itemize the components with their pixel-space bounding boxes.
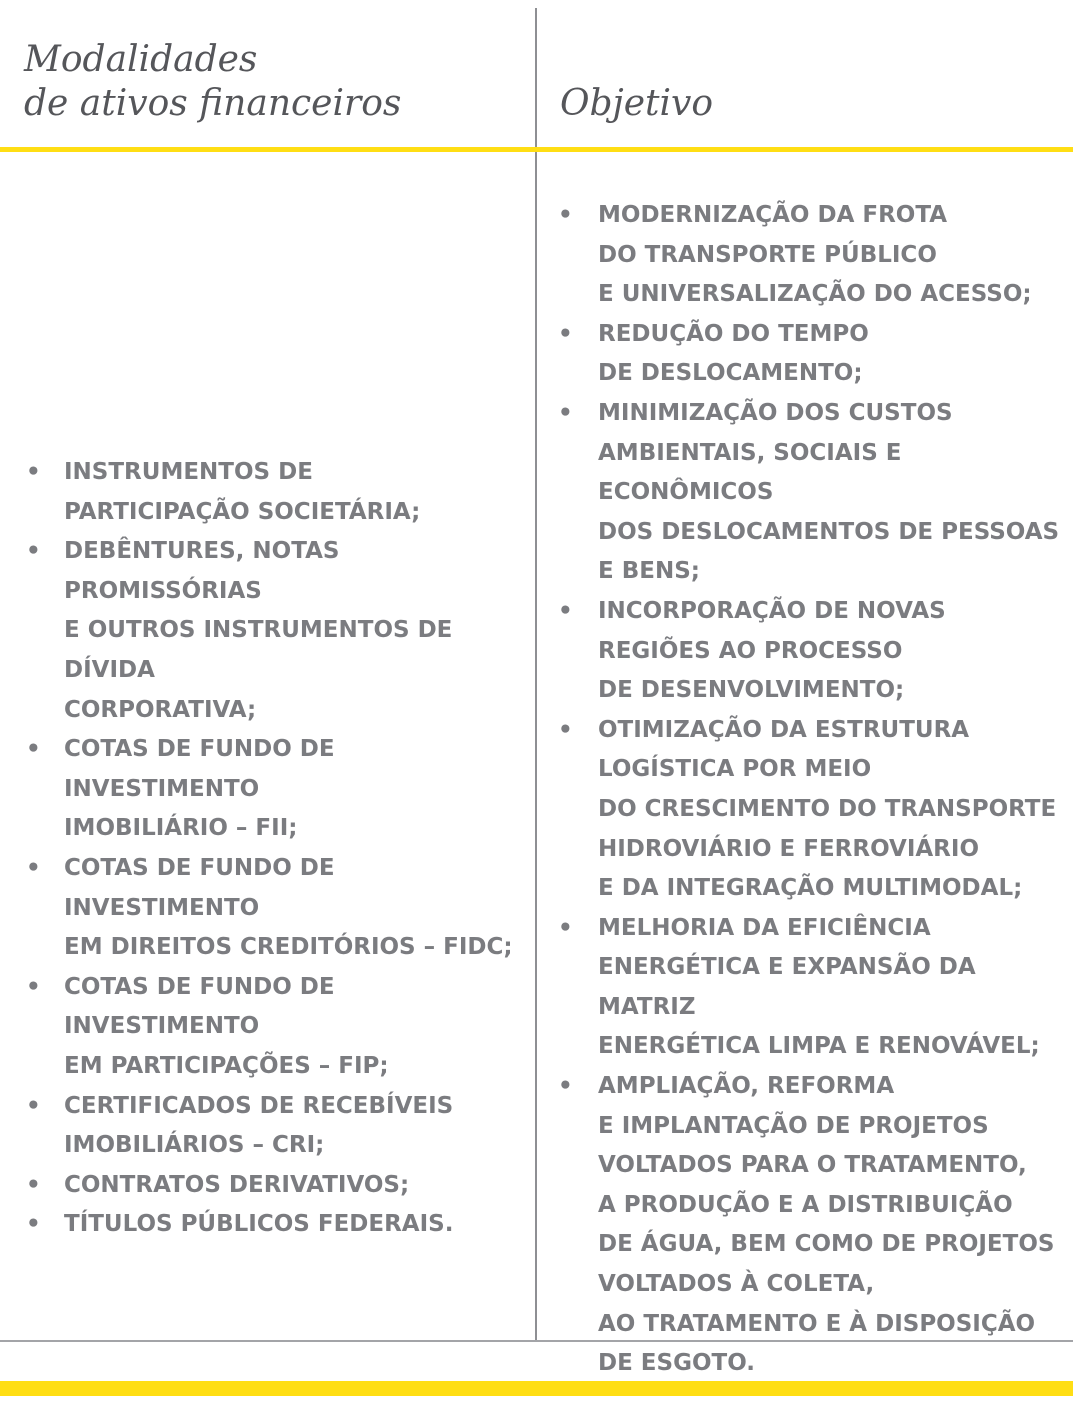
list-item [558, 394, 1068, 592]
bullet-icon: • [26, 1211, 41, 1238]
column-divider [535, 8, 537, 1342]
list-item [26, 730, 524, 849]
bullet-icon: • [26, 854, 41, 881]
bullet-icon: • [558, 320, 573, 347]
list-item-text: INSTRUMENTOS DE PARTICIPAÇÃO SOCIETÁRIA; [64, 459, 421, 525]
list-item-text: OTIMIZAÇÃO DA ESTRUTURA LOGÍSTICA POR MEIO DO CRESCIMENTO DO TRANSPORTE HIDROVIÁRIO E FERROVIÁRIO E DA INTEGRAÇÃO MULTIMODAL; [598, 716, 1057, 902]
list-item [26, 453, 524, 532]
list-item [558, 711, 1068, 909]
list-item-text: REDUÇÃO DO TEMPO DE DESLOCAMENTO; [598, 320, 869, 387]
list-item-text: COTAS DE FUNDO DE INVESTIMENTO EM DIREITOS CREDITÓRIOS – FIDC; [64, 854, 513, 961]
bullet-icon: • [26, 538, 41, 565]
list-item-text: COTAS DE FUNDO DE INVESTIMENTO EM PARTICIPAÇÕES – FIP; [64, 973, 389, 1079]
list-item [26, 968, 524, 1087]
list-item-text: MELHORIA DA EFICIÊNCIA ENERGÉTICA E EXPANSÃO DA MATRIZ ENERGÉTICA LIMPA E RENOVÁVEL; [598, 914, 1040, 1060]
bullet-icon: • [26, 973, 41, 1000]
list-item [558, 592, 1068, 711]
list-item [558, 196, 1068, 315]
list-item-text: MODERNIZAÇÃO DA FROTA DO TRANSPORTE PÚBLICO E UNIVERSALIZAÇÃO DO ACESSO; [598, 202, 1032, 308]
list-item [26, 1087, 524, 1166]
list-item [26, 1205, 524, 1245]
bullet-icon: • [26, 736, 41, 763]
list-item-text: AMPLIAÇÃO, REFORMA E IMPLANTAÇÃO DE PROJETOS VOLTADOS PARA O TRATAMENTO, A PRODUÇÃO E A DISTRIBUIÇÃO DE ÁGUA, BEM COMO DE PROJETOS VOLTADOS À COLETA, AO TRATAMENTO E À DISPOSIÇÃO DE ESGOTO. [598, 1073, 1055, 1377]
list-item-text: CERTIFICADOS DE RECEBÍVEIS IMOBILIÁRIOS – CRI; [64, 1092, 454, 1159]
bullet-icon: • [558, 597, 573, 624]
list-item [558, 1067, 1068, 1384]
header-modalidades-line1: Modalidades [24, 39, 258, 80]
list-item [26, 1166, 524, 1206]
bullet-icon: • [558, 716, 573, 743]
bullet-icon: • [26, 1171, 41, 1198]
bullet-icon: • [558, 914, 573, 941]
header-objetivo: Objetivo [560, 83, 714, 124]
bullet-icon: • [558, 1073, 573, 1100]
right-bullet-list [558, 196, 1068, 1384]
list-item-text: MINIMIZAÇÃO DOS CUSTOS AMBIENTAIS, SOCIAIS E ECONÔMICOS DOS DESLOCAMENTOS DE PESSOAS E BENS; [598, 399, 1060, 585]
list-item [26, 532, 524, 730]
list-item-text: DEBÊNTURES, NOTAS PROMISSÓRIAS E OUTROS INSTRUMENTOS DE DÍVIDA CORPORATIVA; [64, 538, 453, 723]
footer-yellow-bar [0, 1381, 1073, 1396]
left-bullet-list [26, 453, 524, 1245]
list-item [26, 849, 524, 968]
bottom-rule [0, 1340, 1073, 1342]
list-item-text: INCORPORAÇÃO DE NOVAS REGIÕES AO PROCESSO DE DESENVOLVIMENTO; [598, 597, 946, 704]
bullet-icon: • [558, 202, 573, 228]
list-item-text: TÍTULOS PÚBLICOS FEDERAIS. [64, 1211, 454, 1238]
list-item-text: COTAS DE FUNDO DE INVESTIMENTO IMOBILIÁRIO – FII; [64, 736, 335, 842]
list-item-text: CONTRATOS DERIVATIVOS; [64, 1171, 410, 1198]
header-rule-yellow [0, 147, 1073, 152]
list-item [558, 909, 1068, 1067]
bullet-icon: • [558, 399, 573, 426]
header-modalidades [24, 38, 401, 126]
header-modalidades-line2: de ativos financeiros [24, 83, 402, 124]
list-item [558, 315, 1068, 394]
bullet-icon: • [26, 459, 41, 485]
bullet-icon: • [26, 1092, 41, 1119]
